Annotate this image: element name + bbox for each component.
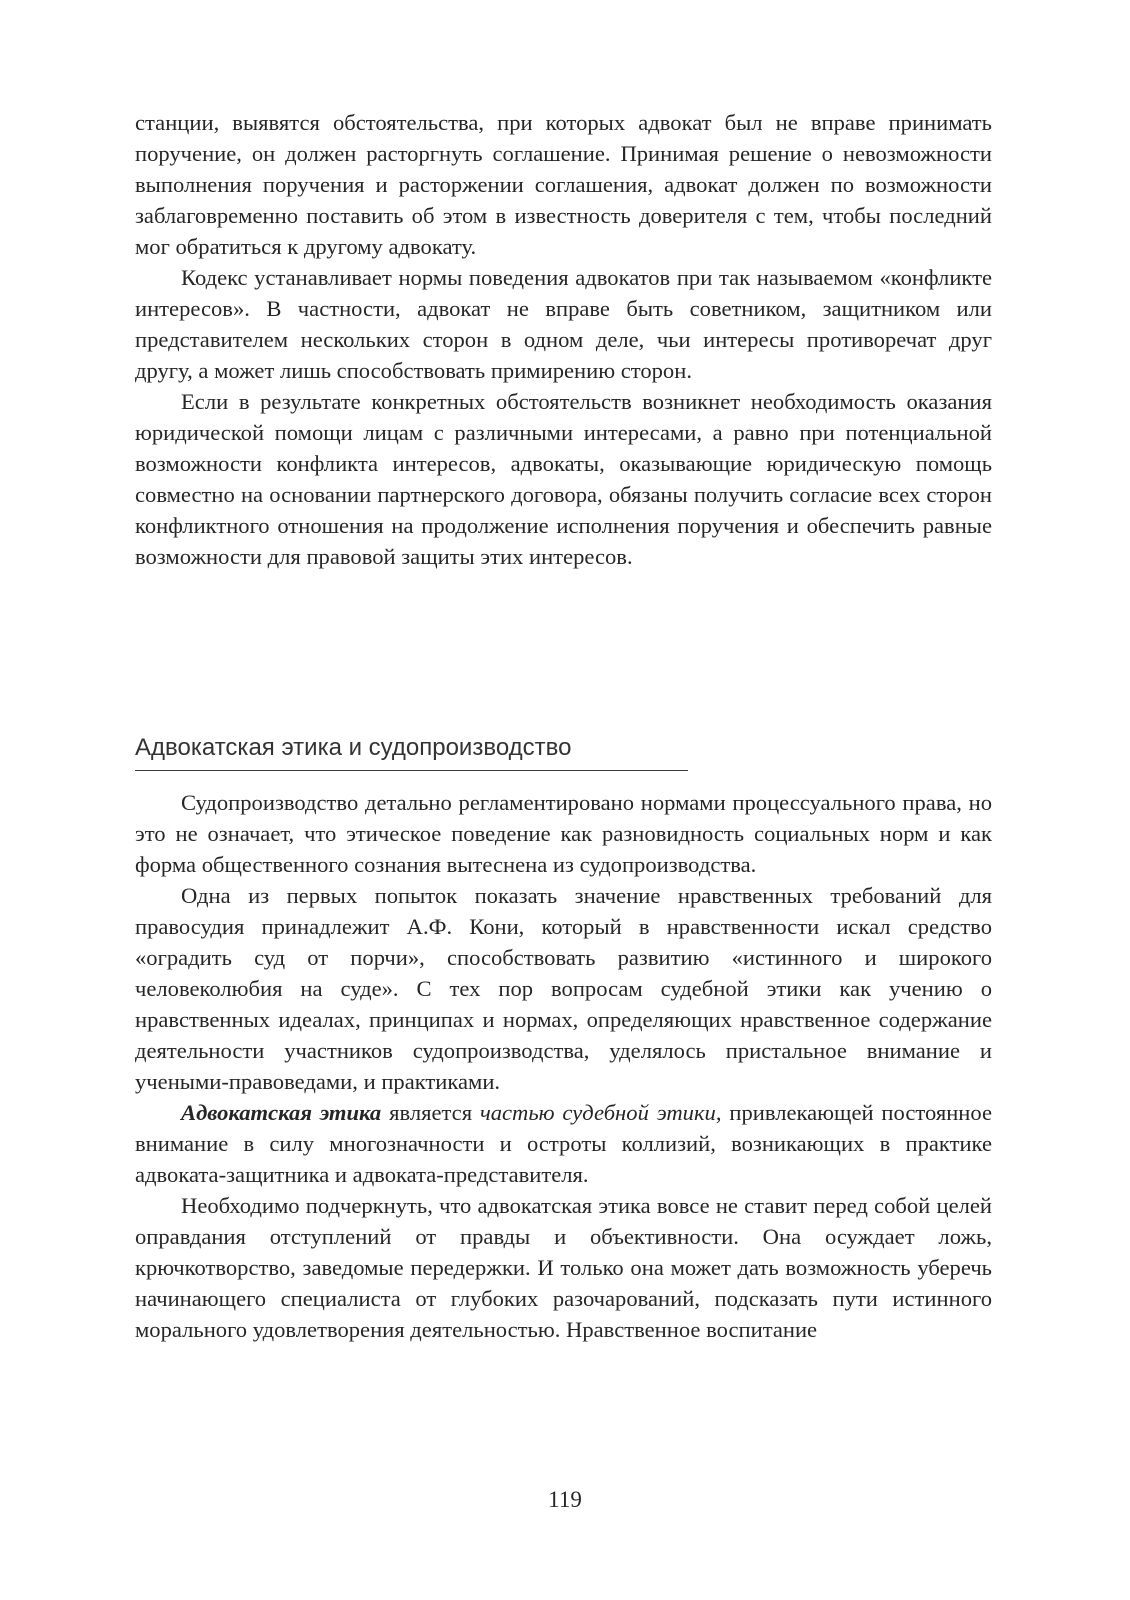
text-segment: , привлекающей постоянное внимание в силу многозначности и остроты коллизий, возникающих в практике адвоката-защитника и адвоката-представителя.	[135, 1100, 992, 1187]
paragraph-moral-education: Необходимо подчеркнуть, что адвокатская этика вовсе не ставит перед собой целей оправдания отступлений от правды и объективности. Она осуждает ложь, крючкотворство, заведомые передержки. И только она может дать возможность уберечь начинающего специалиста от глубоких разочарований, подсказать пути истинного морального удовлетворения деятельностью. Нравственное воспитание	[135, 1193, 992, 1342]
section-heading-text: Адвокатская этика и судопроизводство	[135, 734, 572, 761]
paragraph-continuation: станции, выявятся обстоятельства, при которых адвокат был не вправе принимать поручение, он должен расторгнуть соглашение. Принимая решение о невозможности выполнения поручения и расторжении соглашения, адвокат должен по возможности заблаговременно поставить об этом в известность доверителя с тем, чтобы последний мог обратиться к другому адвокату.	[135, 110, 992, 259]
paragraph-conflict-of-interest: Кодекс устанавливает нормы поведения адвокатов при так называемом «конфликте интересов». В частности, адвокат не вправе быть советником, защитником или представителем нескольких сторон в одном деле, чьи интересы противоречат друг другу, а может лишь способствовать примирению сторон.	[135, 265, 992, 383]
section-heading	[135, 729, 688, 771]
term-advocate-ethics: Адвокатская этика	[181, 1100, 382, 1125]
paragraph-procedural-law: Судопроизводство детально регламентировано нормами процессуального права, но это не означает, что этическое поведение как разновидность социальных норм и как форма общественного сознания вытеснена из судопроизводства.	[135, 790, 992, 877]
text-segment: является	[381, 1100, 480, 1125]
bottom-text-block	[135, 787, 992, 1345]
paragraph-advocate-ethics	[135, 1097, 992, 1190]
page-number: 119	[548, 1487, 582, 1512]
top-text-block	[135, 107, 992, 572]
emphasis-judicial-ethics: частью судебной этики	[479, 1100, 716, 1125]
paragraph-koni: Одна из первых попыток показать значение нравственных требований для правосудия принадлежит А.Ф. Кони, который в нравственности искал средство «оградить суд от порчи», способствовать развитию «истинного и широкого человеколюбия на суде». С тех пор вопросам судебной этики как учению о нравственных идеалах, принципах и нормах, определяющих нравственное содержание деятельности участников судопроизводства, уделялось пристальное внимание и учеными-правоведами, и практиками.	[135, 883, 992, 1094]
paragraph-legal-assistance: Если в результате конкретных обстоятельств возникнет необходимость оказания юридической помощи лицам с различными интересами, а равно при потенциальной возможности конфликта интересов, адвокаты, оказывающие юридическую помощь совместно на основании партнерского договора, обязаны получить согласие всех сторон конфликтного отношения на продолжение исполнения поручения и обеспечить равные возможности для правовой защиты этих интересов.	[135, 389, 992, 569]
